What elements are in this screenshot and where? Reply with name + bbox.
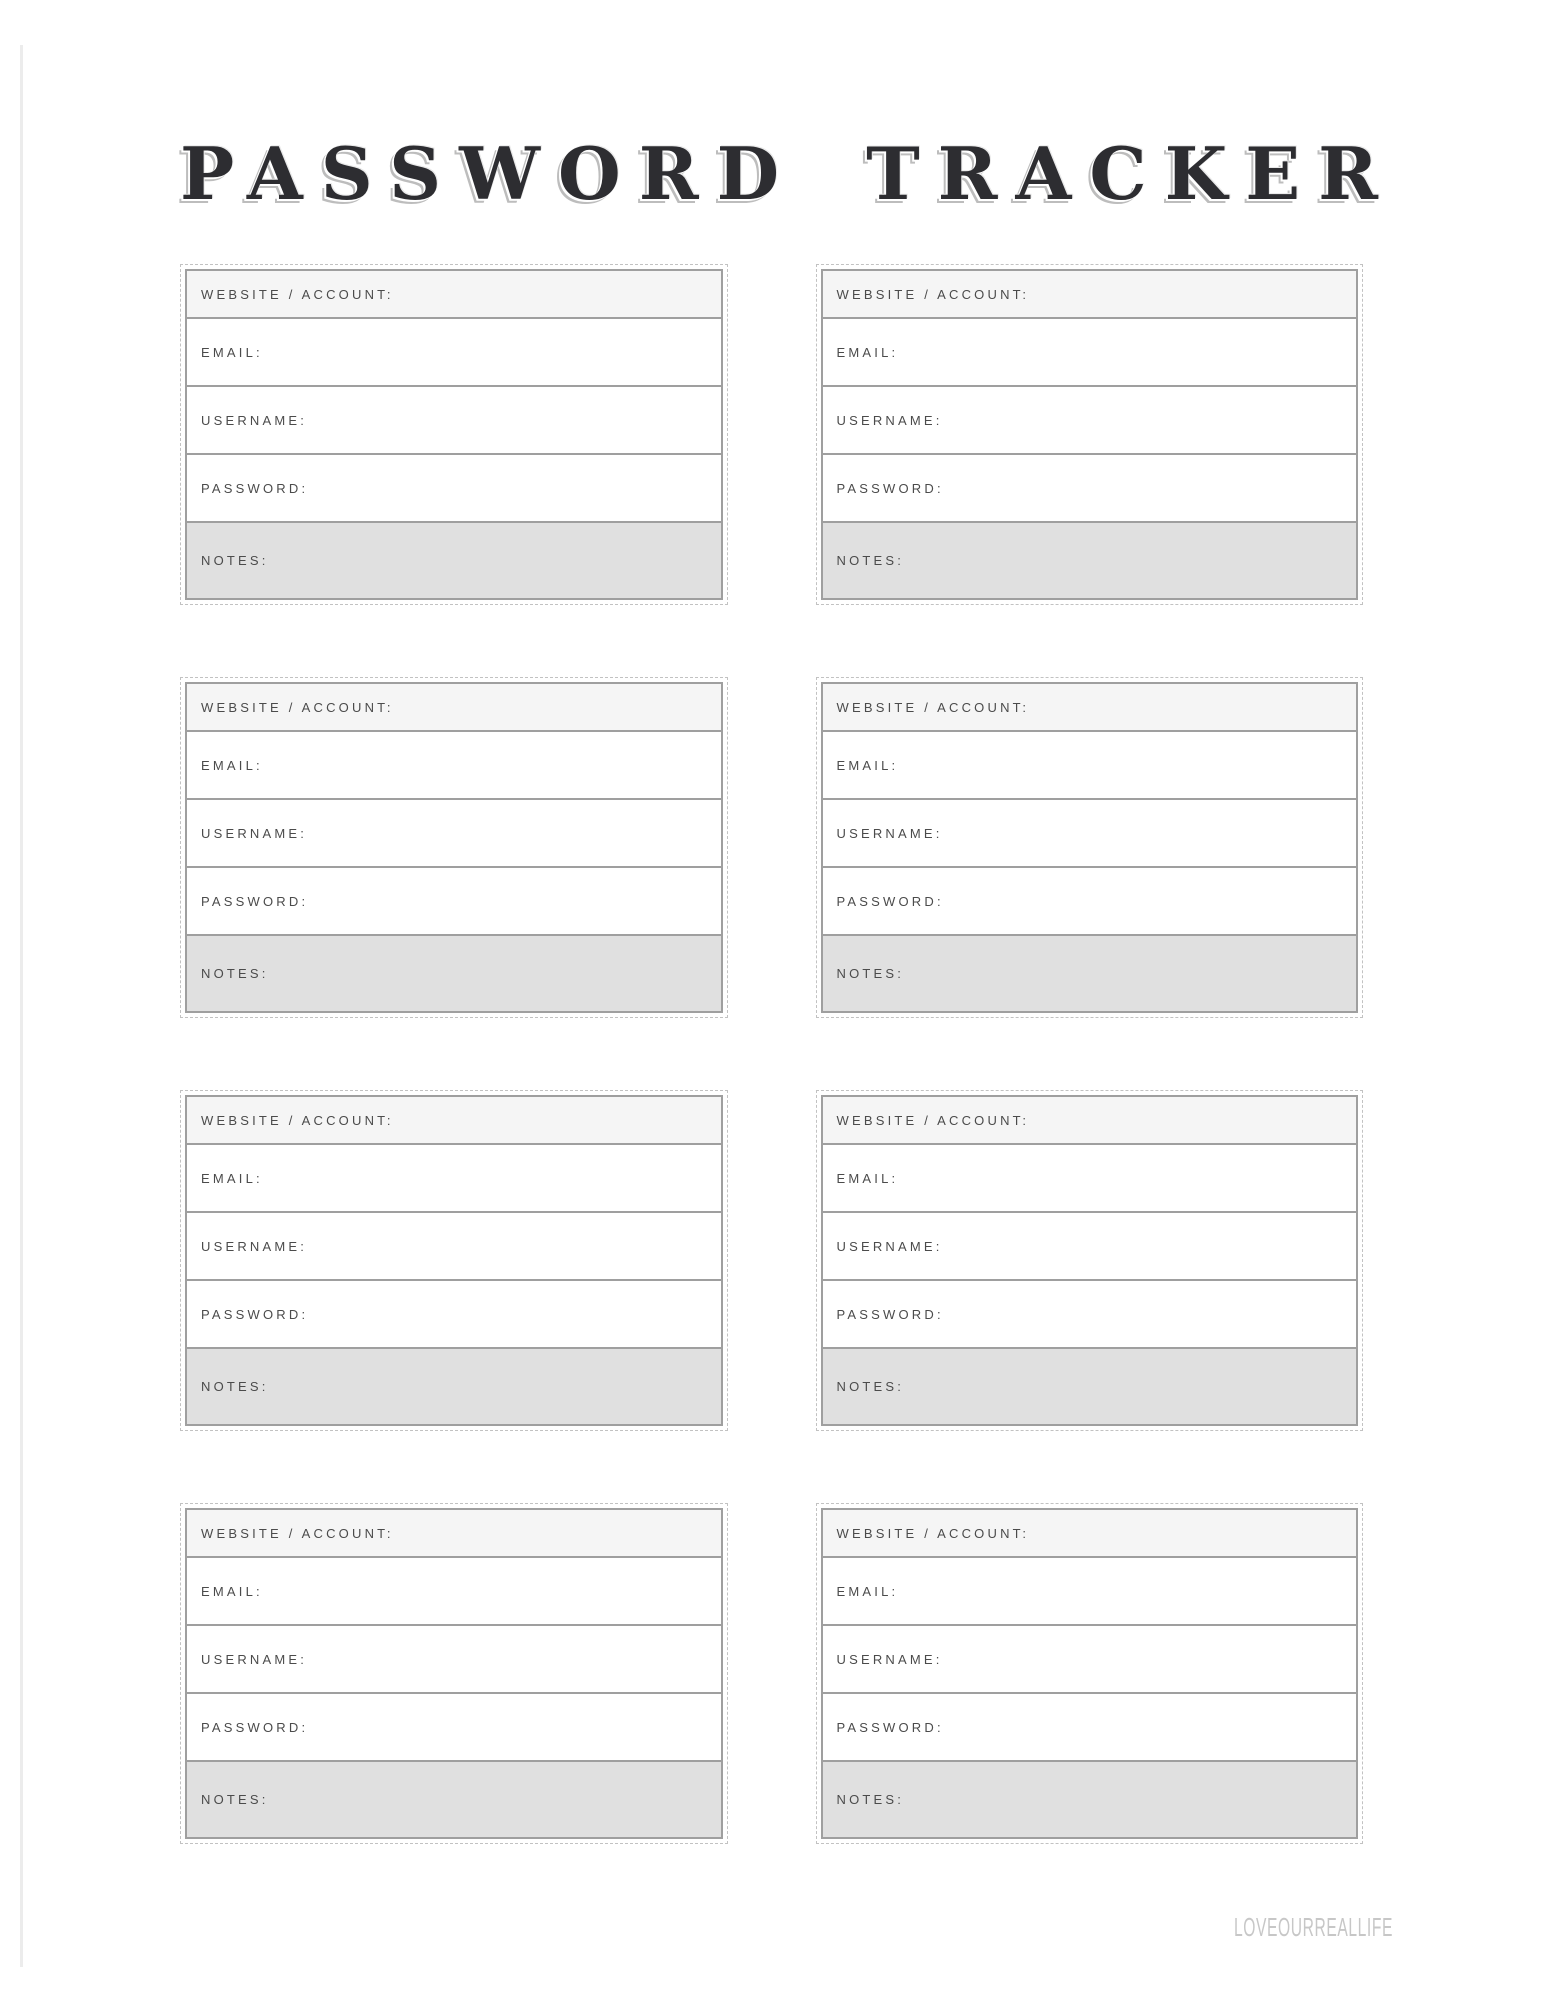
notes-label: NOTES: (201, 966, 269, 981)
password-label: PASSWORD: (836, 480, 944, 496)
website-account-label: WEBSITE / ACCOUNT: (201, 699, 394, 715)
password-card-table (821, 682, 1359, 1013)
website-account-label: WEBSITE / ACCOUNT: (836, 1112, 1030, 1128)
password-label: PASSWORD: (836, 893, 944, 909)
cards-grid (180, 264, 1363, 1844)
password-label: PASSWORD: (201, 1719, 309, 1735)
username-label: USERNAME: (201, 412, 308, 428)
website-account-row (823, 271, 1357, 319)
website-account-label: WEBSITE / ACCOUNT: (836, 699, 1030, 715)
password-card (816, 1090, 1364, 1431)
notes-label: NOTES: (201, 553, 269, 568)
password-label: PASSWORD: (201, 480, 309, 496)
notes-row (187, 1349, 721, 1424)
email-label: EMAIL: (201, 1583, 263, 1599)
username-label: USERNAME: (201, 825, 308, 841)
email-label: EMAIL: (201, 344, 263, 360)
notes-label: NOTES: (836, 966, 905, 981)
username-label: USERNAME: (201, 1651, 308, 1667)
notes-row (823, 1349, 1357, 1424)
email-row (823, 732, 1357, 800)
password-card-table (185, 269, 723, 600)
password-row (823, 1694, 1357, 1762)
notes-label: NOTES: (836, 553, 905, 568)
password-row (187, 868, 721, 936)
email-row (187, 319, 721, 387)
website-account-label: WEBSITE / ACCOUNT: (836, 1525, 1030, 1541)
notes-label: NOTES: (836, 1379, 905, 1394)
page-title: PASSWORD TRACKER (180, 131, 1396, 216)
website-account-row (823, 1510, 1357, 1558)
password-row (187, 1281, 721, 1349)
password-row (823, 868, 1357, 936)
username-row (187, 387, 721, 455)
password-row (187, 455, 721, 523)
password-label: PASSWORD: (201, 1306, 309, 1322)
website-account-row (187, 271, 721, 319)
password-card-table (185, 682, 723, 1013)
website-account-row (823, 684, 1357, 732)
password-label: PASSWORD: (201, 893, 309, 909)
password-card (180, 677, 728, 1018)
password-card (816, 677, 1364, 1018)
email-row (187, 1145, 721, 1213)
username-row (823, 800, 1357, 868)
username-row (823, 1626, 1357, 1694)
username-label: USERNAME: (836, 412, 943, 428)
email-row (187, 732, 721, 800)
password-card (816, 1503, 1364, 1844)
password-label: PASSWORD: (836, 1306, 944, 1322)
notes-label: NOTES: (836, 1792, 905, 1807)
password-card-table (185, 1508, 723, 1839)
password-label: PASSWORD: (836, 1719, 944, 1735)
password-card (180, 1090, 728, 1431)
username-row (823, 387, 1357, 455)
website-account-label: WEBSITE / ACCOUNT: (201, 286, 394, 302)
password-row (823, 455, 1357, 523)
email-label: EMAIL: (201, 757, 263, 773)
website-account-label: WEBSITE / ACCOUNT: (201, 1525, 394, 1541)
email-label: EMAIL: (836, 757, 899, 773)
password-row (823, 1281, 1357, 1349)
email-row (823, 1145, 1357, 1213)
password-card (180, 1503, 728, 1844)
username-label: USERNAME: (836, 825, 943, 841)
notes-label: NOTES: (201, 1379, 269, 1394)
website-account-row (187, 1510, 721, 1558)
username-label: USERNAME: (836, 1651, 943, 1667)
website-account-label: WEBSITE / ACCOUNT: (836, 286, 1030, 302)
watermark-text: LOVEOURREALLIFE (1234, 1912, 1393, 1942)
username-row (823, 1213, 1357, 1281)
email-label: EMAIL: (836, 344, 899, 360)
email-row (187, 1558, 721, 1626)
notes-row (187, 936, 721, 1011)
password-card-table (821, 1095, 1359, 1426)
username-row (187, 1213, 721, 1281)
email-row (823, 1558, 1357, 1626)
password-card-table (185, 1095, 723, 1426)
website-account-row (187, 1097, 721, 1145)
page-content (0, 131, 1545, 1844)
notes-row (187, 523, 721, 598)
notes-row (823, 936, 1357, 1011)
notes-row (187, 1762, 721, 1837)
website-account-label: WEBSITE / ACCOUNT: (201, 1112, 394, 1128)
username-label: USERNAME: (201, 1238, 308, 1254)
website-account-row (823, 1097, 1357, 1145)
website-account-row (187, 684, 721, 732)
password-card (816, 264, 1364, 605)
username-label: USERNAME: (836, 1238, 943, 1254)
password-row (187, 1694, 721, 1762)
username-row (187, 1626, 721, 1694)
password-card (180, 264, 728, 605)
email-label: EMAIL: (836, 1170, 899, 1186)
password-card-table (821, 1508, 1359, 1839)
email-row (823, 319, 1357, 387)
email-label: EMAIL: (201, 1170, 263, 1186)
notes-label: NOTES: (201, 1792, 269, 1807)
notes-row (823, 523, 1357, 598)
username-row (187, 800, 721, 868)
notes-row (823, 1762, 1357, 1837)
password-card-table (821, 269, 1359, 600)
email-label: EMAIL: (836, 1583, 899, 1599)
